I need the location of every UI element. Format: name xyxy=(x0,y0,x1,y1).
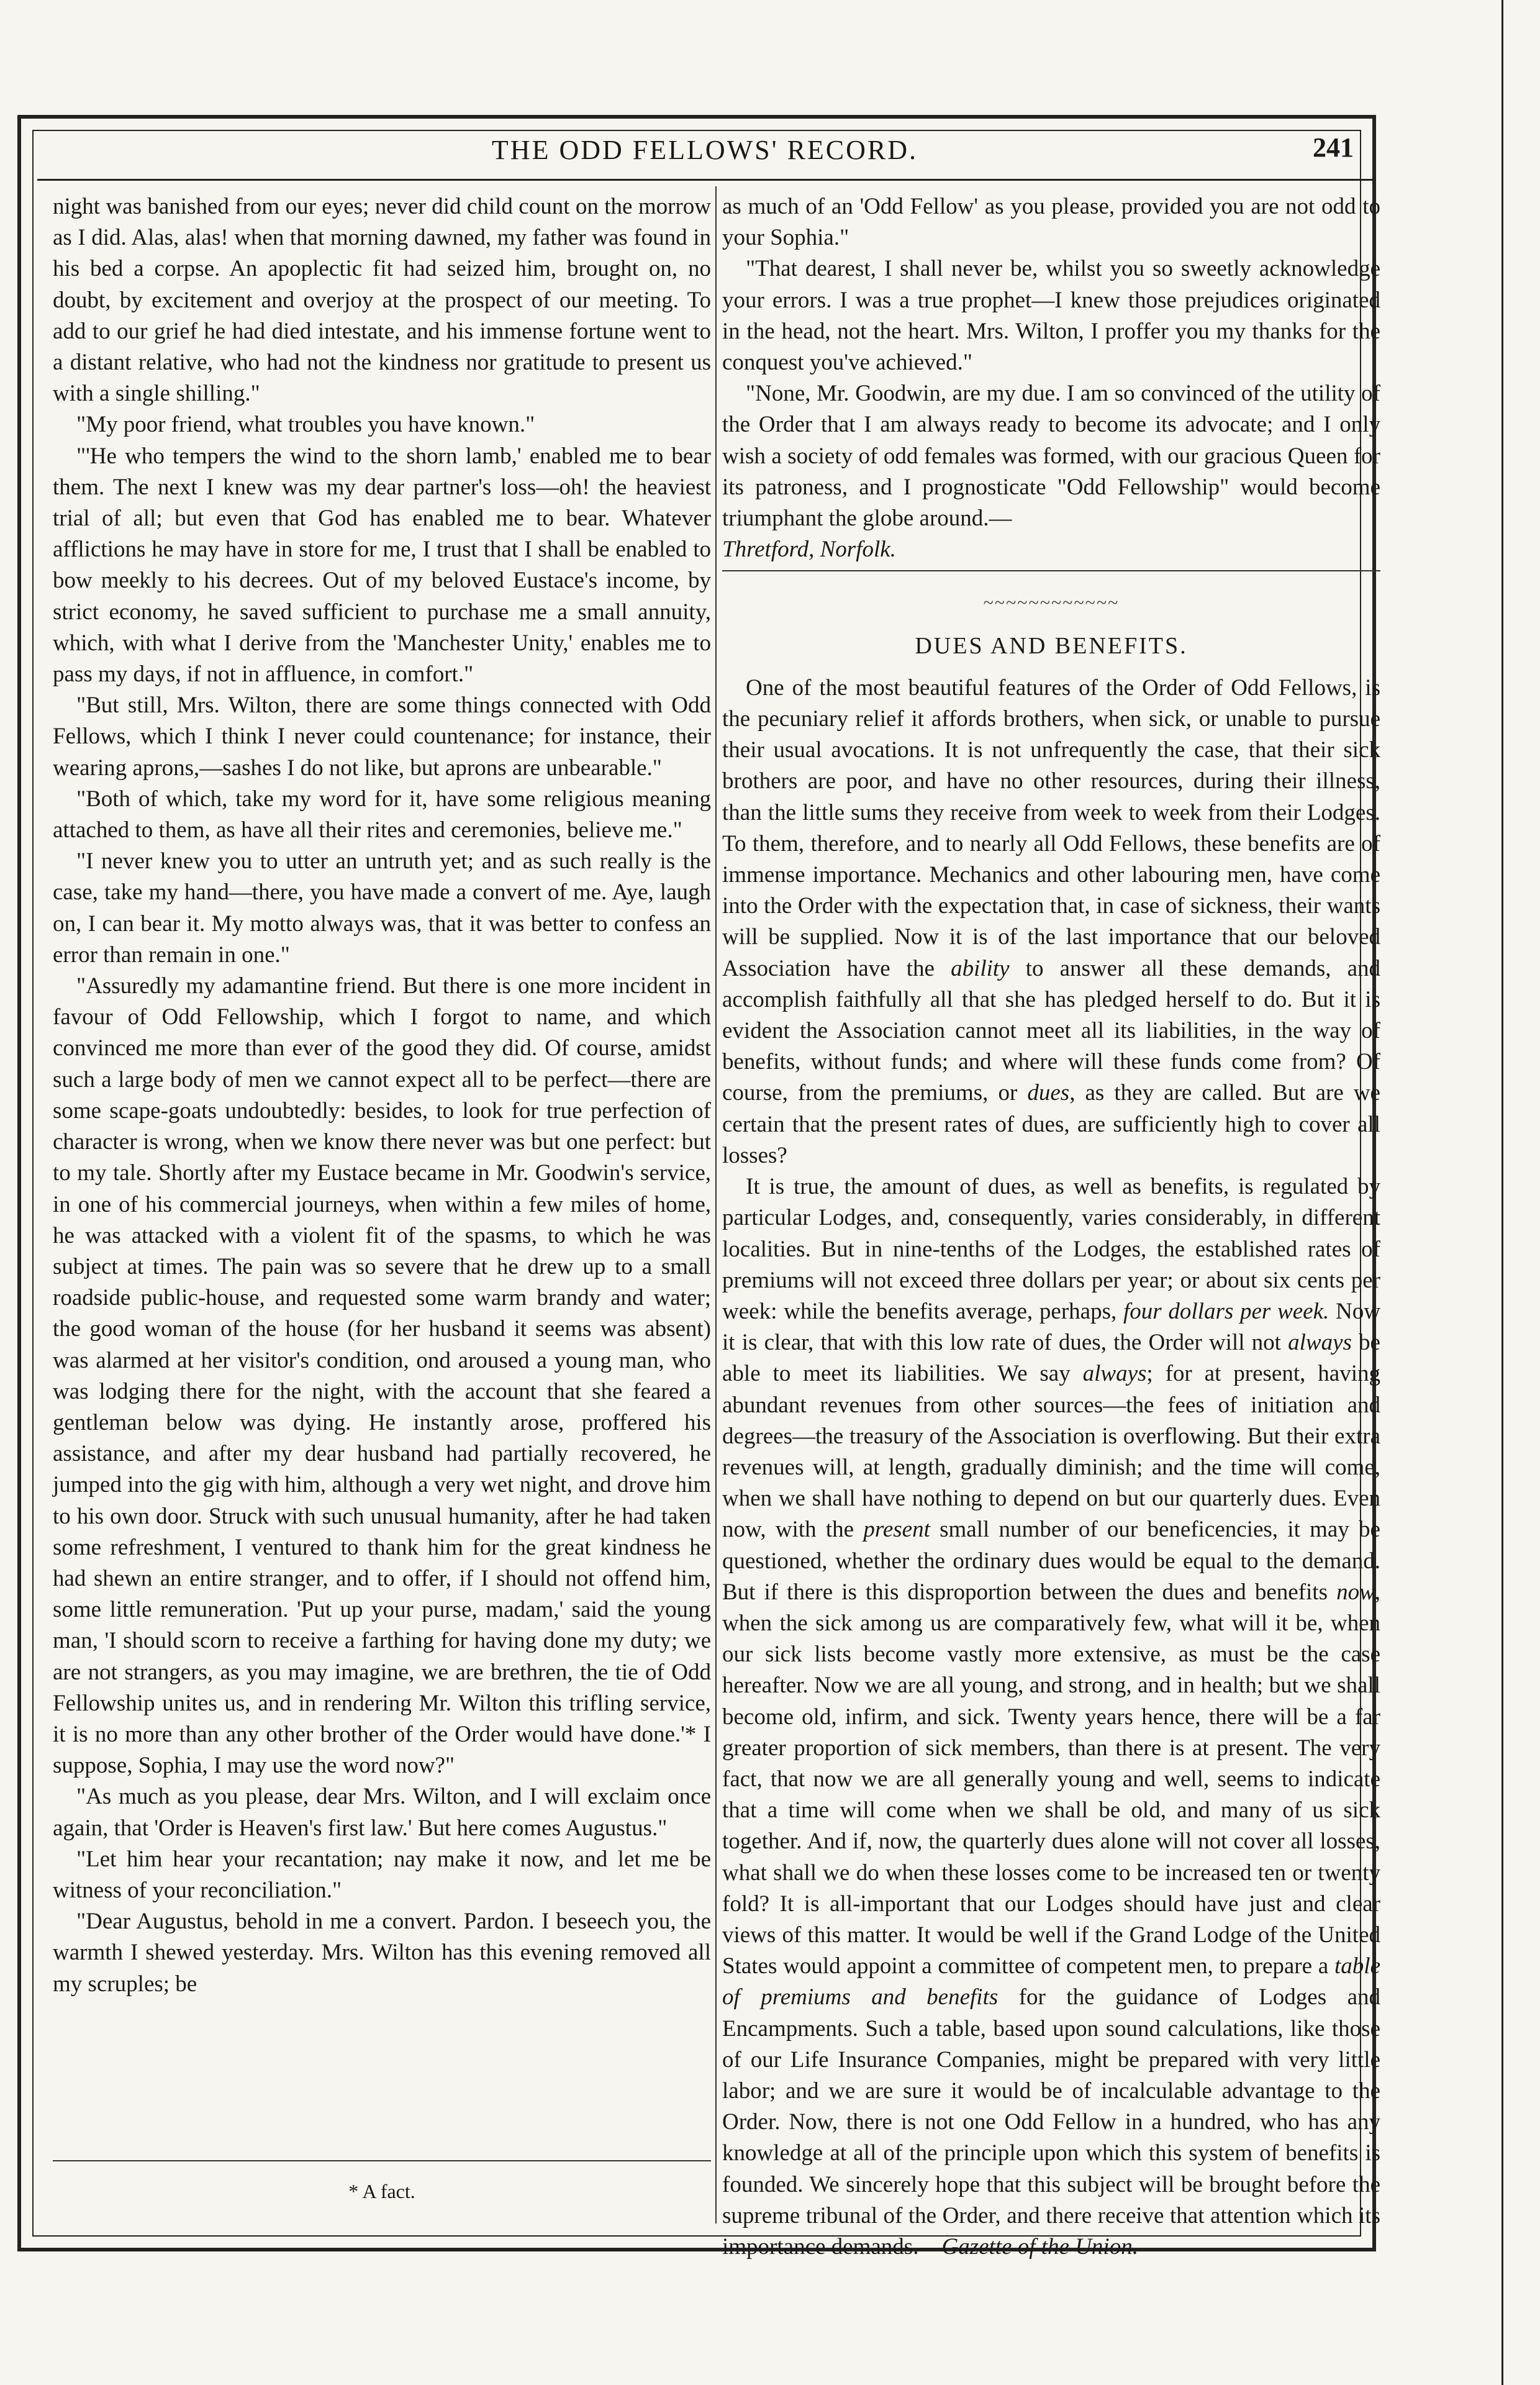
text-run: It is true, the amount of dues, as well as benefits, is regulated by particular Lodges, and, consequently, varies considerably, in different localities. But in nine-tenths of the Lodges, the established rates of premiums will not exceed three dollars per year; or about six cents per week: while the benefits average, perhaps, xyxy=(722,1174,1380,1324)
paragraph: "None, Mr. Goodwin, are my due. I am so convinced of the utility of the Order that I am always ready to become its advocate; and I only wish a society of odd females was formed, with our gracious Queen for its patroness, and I prognosticate "Odd Fellowship" would become triumphant the globe around.— xyxy=(722,381,1380,532)
italic-run: dues xyxy=(1027,1080,1070,1106)
footnote: * A fact. xyxy=(348,2180,415,2202)
paragraph: "But still, Mrs. Wilton, there are some things connected with Odd Fellows, which I think I never could countenance; for instance, their wearing aprons,—sashes I do not like, but aprons are unbearable." xyxy=(53,693,711,781)
page-number: 241 xyxy=(1313,132,1354,163)
paragraph: "'He who tempers the wind to the shorn lamb,' enabled me to bear them. The next I knew was my dear partner's loss—oh! the heaviest trial of all; but even that God has enabled me to bear. Whatever afflictions he may have in store for me, I trust that I shall be enabled to bow meekly to his decrees. Out of my beloved Eustace's income, by strict economy, he saved sufficient to purchase me a small annuity, which, with what I derive from the 'Manchester Unity,' enables me to pass my days, if not in affluence, in comfort." xyxy=(53,443,711,688)
text-run: to answer all these demands, and accomplish faithfully all that she has pledged herself to do. But it is evident the Association cannot meet all its liabilities, in the way of benefits, without funds; and where will these funds come from? Of course, from the premiums, or xyxy=(722,955,1380,1106)
italic-run: Gazette of the Union. xyxy=(941,2234,1138,2260)
paragraph: "That dearest, I shall never be, whilst you so sweetly acknowledge your errors. I was a true prophet—I knew those prejudices originated in the head, not the heart. Mrs. Wilton, I proffer you my thanks for the conquest you've achieved." xyxy=(722,256,1380,376)
running-header xyxy=(37,129,1372,179)
right-column xyxy=(722,191,1380,2263)
text-run: be able to meet its liabilities. We say xyxy=(722,1330,1380,1387)
article-end-rule xyxy=(722,570,1380,571)
italic-run: table of premiums and benefits xyxy=(722,1953,1380,2010)
text-run: One of the most beautiful features of the Order of Odd Fellows, is the pecuniary relief it affords brothers, when sick, or unable to pursue their usual avocations. It is not unfrequently the case, that their sick brothers are poor, and have no other resources, during their illness, than the little sums they receive from week to week from their Lodges. To them, therefore, and to nearly all Odd Fellows, these benefits are of immense importance. Mechanics and other labouring men, have come into the Order with the expectation that, in case of sickness, their wants will be supplied. Now it is of the last importance that our beloved Association have the xyxy=(722,675,1380,981)
italic-run: always xyxy=(1082,1361,1147,1387)
paragraph: "Let him hear your recantation; nay make it now, and let me be witness of your reconciliation." xyxy=(53,1846,711,1903)
text-run: , when the sick among us are comparatively few, what will it be, when our sick lists become vastly more extensive, as must be the case hereafter. Now we are all young, and strong, and in health; but we shall become old, infirm, and sick. Twenty years hence, there will be a far greater proportion of sick members, than there is at present. The very fact, that now we are all generally young and well, seems to indicate that a time will come when we shall be old, and many of us sick together. And if, now, the quarterly dues alone will not cover all losses, what shall we do when these losses come to be increased ten or twenty fold? It is all-important that our Lodges should have just and clear views of this matter. It would be well if the Grand Lodge of the United States would appoint a committee of competent men, to prepare a xyxy=(722,1579,1380,1979)
article-signature: Thretford, Norfolk. xyxy=(722,537,896,563)
section-heading: DUES AND BENEFITS. xyxy=(915,632,1188,659)
left-column xyxy=(53,191,711,2000)
paragraph: "Dear Augustus, behold in me a convert. Pardon. I beseech you, the warmth I shewed yesterday. Mrs. Wilton has this evening removed all my scruples; be xyxy=(53,1909,711,1997)
section-ornament: ~~~~~~~~~~~~ xyxy=(983,593,1120,614)
italic-run: now xyxy=(1336,1579,1375,1605)
text-run: small number of our beneficencies, it may be questioned, whether the ordinary dues would be equal to the demand. But if there is this disproportion between the dues and benefits xyxy=(722,1517,1380,1605)
paragraph: night was banished from our eyes; never did child count on the morrow as I did. Alas, alas! when that morning dawned, my father was found in his bed a corpse. An apoplectic fit had seized him, brought on, no doubt, by excitement and overjoy at the prospect of our meeting. To add to our grief he had died intestate, and his immense fortune went to a distant relative, who had not the kindness nor gratitude to present us with a single shilling." xyxy=(53,194,711,407)
text-run: , as they are called. But are we certain that the present rates of dues, are sufficiently high to cover all losses? xyxy=(722,1080,1380,1168)
paragraph: "As much as you please, dear Mrs. Wilton, and I will exclaim once again, that 'Order is Heaven's first law.' But here comes Augustus." xyxy=(53,1784,711,1841)
paragraph: "Both of which, take my word for it, have some religious meaning attached to them, as have all their rites and ceremonies, believe me." xyxy=(53,786,711,843)
italic-run: always xyxy=(1288,1330,1352,1356)
section-paragraph xyxy=(722,1171,1380,2263)
header-rule xyxy=(37,179,1372,181)
footnote-rule xyxy=(53,2160,711,2161)
text-run: ; for at present, having abundant revenues from other sources—the fees of initiation and degrees—the treasury of the Association is overflowing. But their extra revenues will, at length, gradually diminish; and the time will come, when we shall have nothing to depend on but our quarterly dues. Even now, with the xyxy=(722,1361,1380,1543)
paragraph: "My poor friend, what troubles you have known." xyxy=(76,412,535,438)
paragraph: "Assuredly my adamantine friend. But there is one more incident in favour of Odd Fellowship, which I forgot to name, and which convinced me more than ever of the good they did. Of course, amidst such a large body of men we cannot expect all to be perfect—there are some scape-goats undoubtedly: besides, to look for true perfection of character is wrong, when we know there never was but one perfect: but to my tale. Shortly after my Eustace became in Mr. Goodwin's service, in one of his commercial journeys, when within a few miles of home, he was attacked with a violent fit of the spasms, to which he was subject at times. The pain was so severe that he drew up to a small roadside public-house, and requested some warm brandy and water; the good woman of the house (for her husband it seems was absent) was alarmed at her visitor's condition, ond aroused a young man, who was lodging there for the night, with the account that she feared a gentleman below was dying. He instantly arose, proffered his assistance, and after my dear husband had partially recovered, he jumped into the gig with him, although a very wet night, and drove him to his own door. Struck with such unusual humanity, after he had taken some refreshment, I ventured to thank him for the great kindness he had shewn an entire stranger, and to offer, if I should not offend him, some little remuneration. 'Put up your purse, madam,' said the young man, 'I should scorn to receive a farthing for having done my duty; we are not strangers, as you may imagine, we are brethren, the tie of Odd Fellowship unites us, and in rendering Mr. Wilton this trifling service, it is no more than any other brother of the Order would have done.'* I suppose, Sophia, I may use the word now?" xyxy=(53,973,711,1779)
text-run: Now it is clear, that with this low rate of dues, the Order will not xyxy=(722,1298,1380,1356)
italic-run: ability xyxy=(951,955,1010,981)
italic-run: present xyxy=(863,1517,930,1543)
column-divider xyxy=(715,186,717,2224)
paragraph: as much of an 'Odd Fellow' as you please, provided you are not odd to your Sophia." xyxy=(722,194,1380,251)
italic-run: four dollars per week. xyxy=(1123,1298,1329,1324)
paragraph: "I never knew you to utter an untruth yet; and as such really is the case, take my hand—there, you have made a convert of me. Aye, laugh on, I can bear it. My motto always was, that it was better to confess an error than remain in one." xyxy=(53,848,711,968)
text-run: for the guidance of Lodges and Encampments. Such a table, based upon sound calculations, like those of our Life Insurance Companies, might be prepared with very little labor; and we are sure it would be of incalculable advantage to the Order. Now, there is not one Odd Fellow in a hundred, who has any knowledge at all of the principle upon which this system of benefits is founded. We sincerely hope that this subject will be brought before the supreme tribunal of the Order, and there receive that attention which its importance demands.— xyxy=(722,1984,1380,2260)
running-title: THE ODD FELLOWS' RECORD. xyxy=(491,135,918,165)
section-paragraph xyxy=(722,673,1380,1171)
page-edge-rule xyxy=(1502,0,1503,2385)
